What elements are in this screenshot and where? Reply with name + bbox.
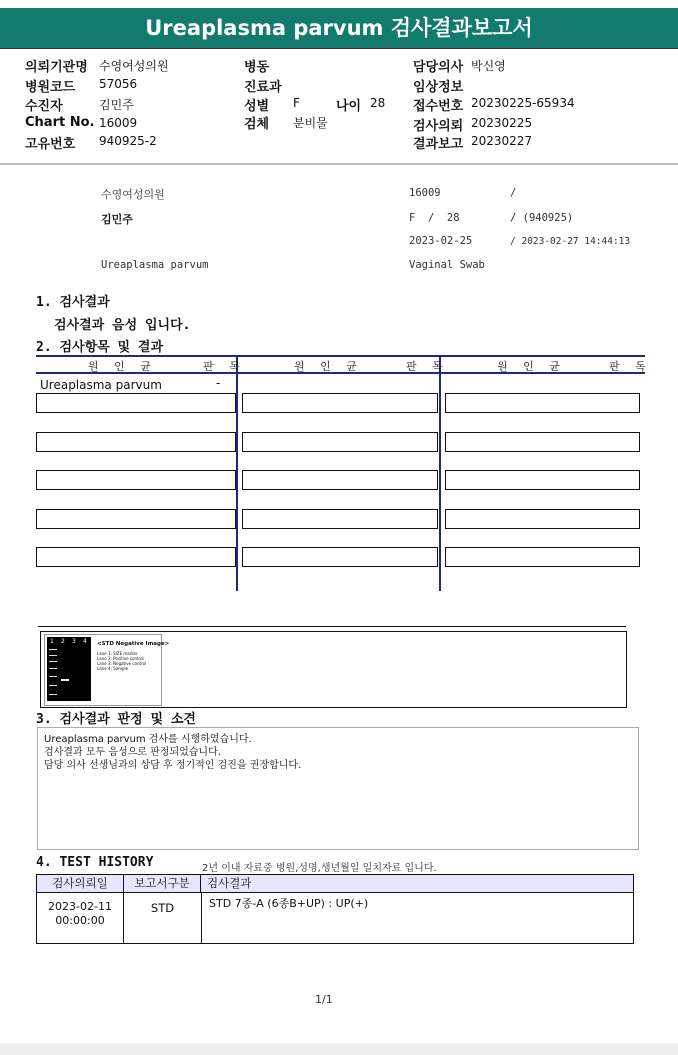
summary-received: 2023-02-25: [409, 235, 473, 247]
history-col-divider: [123, 892, 124, 943]
label-requesting-institution: 의뢰기관명: [25, 60, 88, 75]
label-unique-id: 고유번호: [25, 137, 76, 152]
section4-title: 4. TEST HISTORY: [36, 855, 154, 870]
table-column-divider: [236, 355, 238, 591]
summary-name: 김민주: [101, 213, 133, 226]
history-row-result: STD 7종-A (6종B+UP) : UP(+): [209, 897, 369, 910]
result-pathogen-name: Ureaplasma parvum: [40, 378, 162, 392]
label-specimen: 검체: [244, 117, 270, 132]
header-divider: [0, 48, 678, 49]
table-top-border: [36, 355, 645, 357]
label-report-date: 결과보고: [413, 137, 464, 152]
opinion-box: [37, 727, 639, 850]
history-row-date: 2023-02-11: [48, 900, 112, 913]
lane-number: 4: [83, 638, 87, 645]
empty-result-box: [445, 393, 640, 413]
empty-result-box: [242, 432, 438, 452]
empty-result-box: [36, 393, 236, 413]
gel-band: [49, 694, 57, 695]
empty-result-box: [445, 509, 640, 529]
label-department: 진료과: [244, 80, 282, 95]
value-chart-no: 16009: [99, 116, 138, 130]
gel-legend-line: Lane 1: SIZE marker: [97, 651, 138, 656]
gel-legend-line: Lane 4: Sample: [97, 666, 129, 671]
gel-title: <STD Negative Image>: [97, 641, 170, 647]
empty-result-box: [242, 393, 438, 413]
history-row-type: STD: [150, 901, 175, 915]
history-note: 2년 이내 자료중 병원,성명,생년월일 일치자료 입니다.: [202, 863, 437, 874]
gel-band: [49, 649, 57, 650]
value-sex: F: [293, 96, 300, 110]
summary-clinic: 수영여성의원: [101, 188, 165, 201]
empty-result-box: [242, 509, 438, 529]
empty-result-box: [36, 432, 236, 452]
label-clinical-info: 임상정보: [413, 80, 464, 95]
value-receipt-number: 20230225-65934: [471, 96, 575, 110]
history-col-result: 검사결과: [207, 876, 252, 890]
section1-title: 1. 검사결과: [36, 295, 110, 310]
label-sex: 성별: [244, 99, 270, 114]
value-attending-physician: 박신영: [471, 59, 506, 73]
label-attending-physician: 담당의사: [413, 60, 464, 75]
gel-legend-line: Lane 3: Negative control: [97, 661, 147, 666]
result-judgement: -: [216, 376, 221, 390]
empty-result-box: [445, 432, 640, 452]
section1-result: 검사결과 음성 입니다.: [54, 318, 191, 333]
empty-result-box: [445, 470, 640, 490]
history-table: [36, 874, 634, 944]
summary-separator: /: [510, 187, 517, 199]
lane-number: 1: [50, 638, 54, 645]
value-request-date: 20230225: [471, 116, 533, 130]
label-request-date: 검사의뢰: [413, 119, 464, 134]
col-header-judgement: 판 독: [609, 360, 652, 373]
gel-band: [49, 661, 57, 662]
gel-legend-line: Lane 2: Positive control: [97, 656, 144, 661]
opinion-line: 검사결과 모두 음성으로 판정되었습니다.: [44, 747, 221, 758]
gel-band: [49, 668, 57, 669]
label-age: 나이: [336, 99, 362, 114]
gel-band: [49, 685, 57, 686]
viewer-bottom-bar: [0, 1043, 678, 1055]
label-patient: 수진자: [25, 99, 63, 114]
value-specimen: 분비물: [293, 116, 328, 130]
col-header-pathogen: 원 인 균: [294, 360, 363, 373]
summary-reported: / 2023-02-27 14:44:13: [510, 236, 631, 247]
value-unique-id: 940925-2: [99, 134, 157, 148]
gel-panel-top-rule: [38, 626, 626, 627]
summary-specimen: Vaginal Swab: [409, 259, 485, 271]
page-number: 1/1: [315, 993, 333, 1006]
value-requesting-institution: 수영여성의원: [99, 59, 169, 73]
history-col-date: 검사의뢰일: [37, 875, 124, 892]
gel-electrophoresis-image: [47, 637, 91, 701]
col-header-judgement: 판 독: [203, 360, 246, 373]
empty-result-box: [36, 470, 236, 490]
summary-birth: / (940925): [510, 212, 574, 224]
label-ward: 병동: [244, 60, 270, 75]
summary-test: Ureaplasma parvum: [101, 259, 209, 271]
empty-result-box: [445, 547, 640, 567]
history-col-type: 보고서구분: [124, 875, 201, 892]
col-header-pathogen: 원 인 균: [88, 360, 157, 373]
positive-control-band: [61, 679, 69, 681]
value-hospital-code: 57056: [99, 77, 138, 91]
col-header-pathogen: 원 인 균: [497, 360, 566, 373]
history-row-time: 00:00:00: [55, 914, 105, 927]
opinion-line: Ureaplasma parvum 검사를 시행하였습니다.: [44, 734, 252, 745]
value-age: 28: [370, 96, 386, 110]
value-report-date: 20230227: [471, 134, 533, 148]
gel-image-frame: [44, 634, 170, 706]
lane-number: 3: [72, 638, 76, 645]
empty-result-box: [36, 509, 236, 529]
empty-result-box: [36, 547, 236, 567]
value-patient: 김민주: [99, 98, 134, 112]
history-col-divider: [201, 892, 202, 943]
col-header-judgement: 판 독: [406, 360, 449, 373]
gel-image-panel: [40, 631, 627, 708]
section2-title: 2. 검사항목 및 결과: [36, 340, 164, 355]
label-chart-no: Chart No.: [25, 115, 95, 130]
summary-sex-age: F / 28: [409, 212, 460, 224]
gel-band: [49, 676, 57, 677]
gel-band: [49, 655, 57, 656]
empty-result-box: [242, 470, 438, 490]
lane-number: 2: [61, 638, 65, 645]
label-receipt-number: 접수번호: [413, 99, 464, 114]
label-hospital-code: 병원코드: [25, 80, 76, 95]
table-column-divider: [439, 355, 441, 591]
summary-chart-no: 16009: [409, 187, 441, 199]
empty-result-box: [242, 547, 438, 567]
header-bottom-divider: [0, 163, 678, 165]
report-title: Ureaplasma parvum 검사결과보고서: [0, 8, 678, 48]
section3-title: 3. 검사결과 판정 및 소견: [36, 712, 196, 727]
opinion-line: 담당 의사 선생님과의 상담 후 정기적인 검진을 권장합니다.: [44, 760, 302, 771]
